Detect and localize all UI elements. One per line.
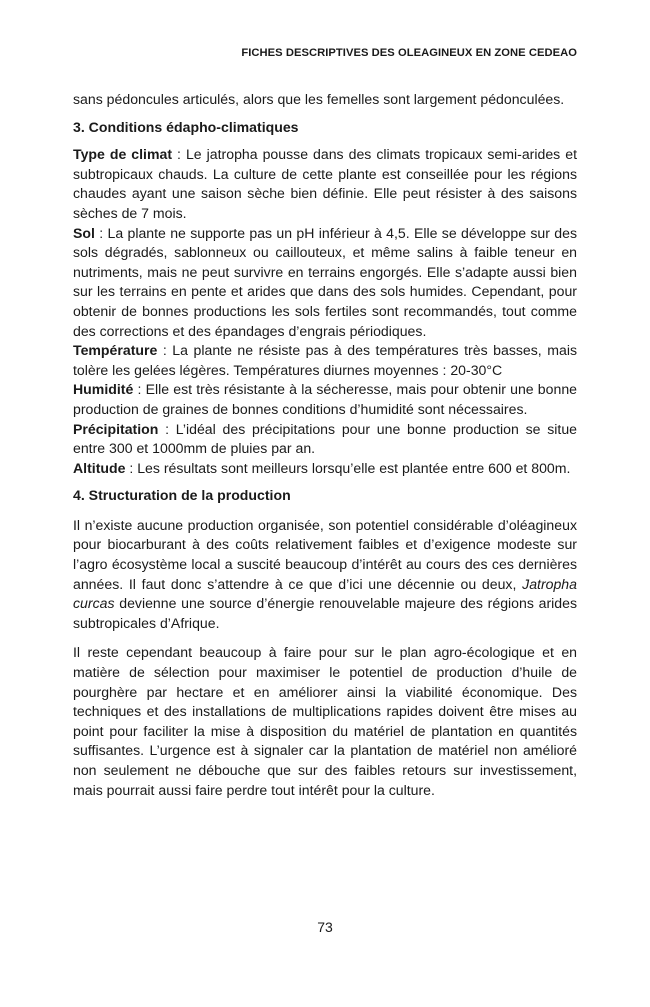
running-header: FICHES DESCRIPTIVES DES OLEAGINEUX EN ZONE CEDEAO: [241, 47, 577, 59]
page-body: [73, 90, 577, 800]
item-text: : L’idéal des précipitations pour une bonne production se situe entre 300 et 1000mm de pluies par an.: [73, 420, 577, 457]
term-label: Précipitation: [73, 420, 159, 437]
item-text: : La plante ne résiste pas à des températures très basses, mais tolère les gelées légères. Températures diurnes moyennes : 20-30°C: [73, 342, 577, 378]
item-text: : Le jatropha pousse dans des climats tropicaux semi-arides et subtropicaux chauds. La culture de cette plante est conseillée pour les régions chaudes ayant une saison sèche bien définie. Elle peut résister à des saisons sèches de 7 mois.: [73, 146, 577, 221]
term-label: Type de climat: [73, 146, 173, 163]
term-label: Température: [73, 342, 158, 359]
item-temperature: [73, 341, 577, 380]
item-humidite: [73, 380, 577, 419]
item-text: : La plante ne supporte pas un pH inférieur à 4,5. Elle se développe sur des sols dégradés, sablonneux ou caillouteux, et même salins à faible teneur en nutriments, mais ne peut survivre en terrains engorgés. Elle s’adapte aussi bien sur les terrains en pente et arides que dans des sols humides. Cependant, pour obtenir de bonnes productions les sols fertiles sont recommandés, tout comme des corrections et des épandages d’engrais périodiques.: [73, 224, 577, 339]
intro-paragraph: sans pédoncules articulés, alors que les femelles sont largement pédonculées.: [73, 91, 565, 107]
item-text: : Les résultats sont meilleurs lorsqu’elle est plantée entre 600 et 800m.: [125, 459, 571, 476]
item-altitude: [73, 459, 577, 479]
species-name: Jatropha curcas: [73, 575, 577, 612]
item-type-de-climat: [73, 145, 577, 223]
paragraph-text: devienne une source d’énergie renouvelable majeure des régions arides subtropicales d’Afrique.: [73, 595, 577, 631]
section-heading-conditions: 3. Conditions édapho-climatiques: [73, 118, 299, 135]
term-label: Sol: [73, 224, 95, 241]
term-label: Altitude: [73, 459, 126, 476]
page-number: 73: [317, 919, 333, 935]
structuration-paragraph-1: [73, 516, 577, 634]
section-heading-structuration: 4. Structuration de la production: [73, 487, 291, 504]
term-label: Humidité: [73, 381, 134, 398]
item-precipitation: [73, 420, 577, 459]
item-text: : Elle est très résistante à la sécheresse, mais pour obtenir une bonne production de graines de bonnes conditions d’humidité sont nécessaires.: [73, 381, 577, 417]
structuration-paragraph-2: Il reste cependant beaucoup à faire pour sur le plan agro-écologique et en matière de sélection pour maximiser le potentiel de production d’huile de pourghère par hectare et en améliorer ainsi la viabilité économique. Des techniques et des installations de multiplications rapides doivent être mises au point pour faciliter la mise à disposition du matériel de plantation en quantités suffisantes. L’urgence est à signaler car la plantation de matériel non amélioré non seulement ne débouche que sur des faibles retours sur investissement, mais pourrait aussi faire perdre tout intérêt pour la culture.: [73, 644, 577, 798]
paragraph-text: Il n’existe aucune production organisée, son potentiel considérable d’oléagineux pour biocarburant à des coûts relativement faibles et d’exigence modeste sur l’agro écosystème local a suscité beaucoup d’intérêt au cours des ces dernières années. Il faut donc s’attendre à ce que d’ici une décennie ou deux,: [73, 516, 577, 592]
item-sol: [73, 224, 577, 342]
